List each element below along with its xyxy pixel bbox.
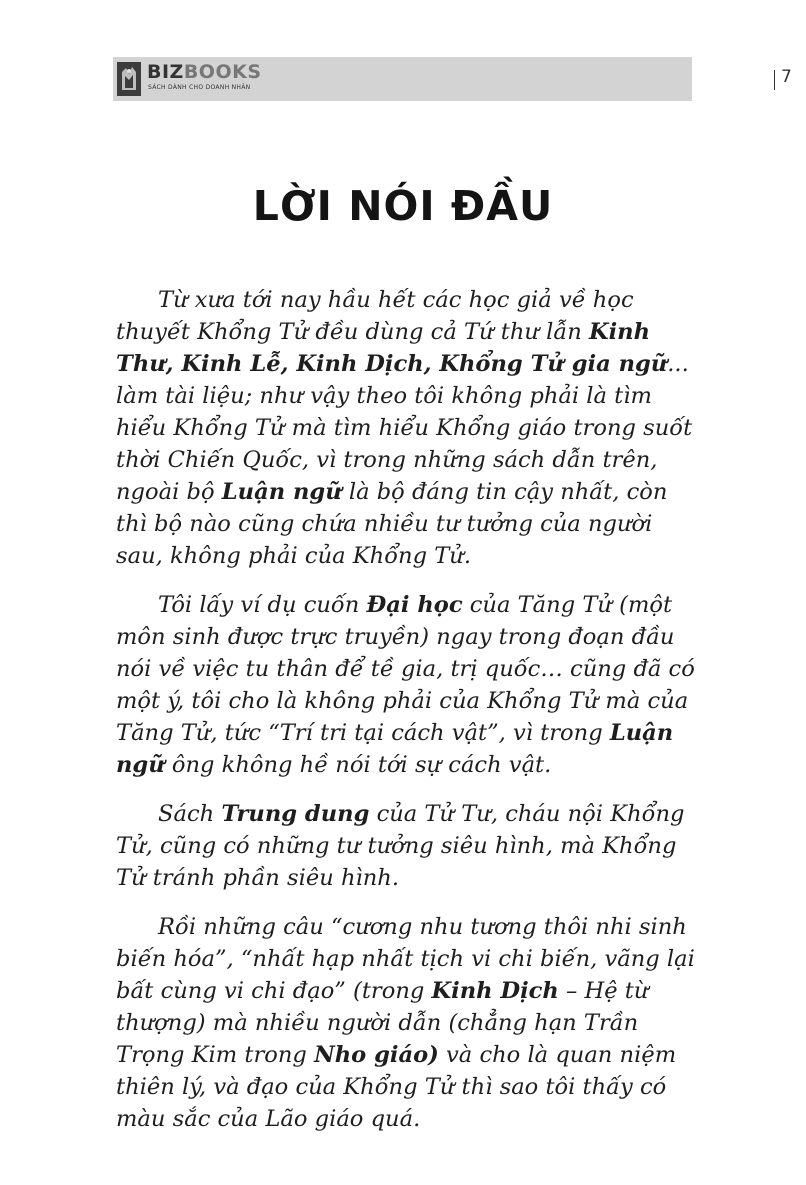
text-segment: Rồi những câu “cương nhu tương thôi nhi sinh biến hóa”, “nhất hạp nhất tịch vi chi biến, vãng lại bất cùng vi chi đạo” (trong — [116, 914, 695, 1004]
body-text — [116, 284, 698, 1152]
text-segment: ... làm tài liệu; như vậy theo tôi không phải là tìm hiểu Khổng Tử mà tìm hiểu Khổng giáo trong suốt thời Chiến Quốc, vì trong những sách dẫn trên, ngoài bộ — [116, 351, 693, 505]
bold-term: Đại học — [366, 592, 463, 618]
text-segment: của Tăng Tử (một môn sinh được trực truyền) ngay trong đoạn đầu nói về việc tu thân để tề gia, trị quốc… cũng đã có một ý, tôi cho là không phải của Khổng Tử mà của Tăng Tử, tức “Trí tri tại cách vật”, vì trong — [116, 592, 695, 746]
page-number: 7 — [781, 67, 792, 87]
text-segment: của Tử Tư, cháu nội Khổng Tử, cũng có những tư tưởng siêu hình, mà Khổng Tử tránh phần siêu hình. — [116, 801, 685, 891]
page-number-divider — [774, 70, 775, 90]
text-segment: và cho là quan niệm thiên lý, và đạo của Khổng Tử thì sao tôi thấy có màu sắc của Lão giáo quá. — [116, 1042, 677, 1132]
bold-term: Kinh Dịch — [431, 978, 559, 1004]
body-paragraph — [116, 911, 698, 1135]
bold-term: Luận ngữ — [116, 720, 674, 778]
body-paragraph — [116, 284, 698, 572]
bizbooks-logo-icon — [117, 62, 141, 96]
page-header — [113, 57, 792, 101]
text-segment: Sách — [158, 801, 222, 827]
brand-prefix: BIZ — [147, 61, 184, 83]
text-segment: là bộ đáng tin cậy nhất, còn thì bộ nào cũng chứa nhiều tư tưởng của người sau, không phải của Khổng Tử. — [116, 479, 668, 569]
bold-term: Kinh Thư, Kinh Lễ, Kinh Dịch, Khổng Tử gia ngữ — [116, 319, 668, 377]
text-segment: – Hệ từ thượng) mà nhiều người dẫn (chẳng hạn Trần Trọng Kim trong — [116, 978, 649, 1068]
chapter-title: LỜI NÓI ĐẦU — [252, 182, 554, 230]
bold-term: Trung dung — [221, 801, 370, 827]
body-paragraph — [116, 589, 698, 781]
text-segment: ông không hề nói tới sự cách vật. — [164, 752, 552, 778]
brand-name — [147, 61, 262, 83]
brand-suffix: BOOKS — [183, 61, 262, 83]
bold-term: Luận ngữ — [221, 479, 342, 505]
text-segment: Tôi lấy ví dụ cuốn — [158, 592, 367, 618]
bold-term: Nho giáo) — [314, 1042, 439, 1068]
body-paragraph — [116, 798, 698, 894]
text-segment: Từ xưa tới nay hầu hết các học giả về học thuyết Khổng Tử đều dùng cả Tứ thư lẫn — [116, 287, 634, 345]
brand-tagline: SÁCH DÀNH CHO DOANH NHÂN — [148, 84, 251, 91]
